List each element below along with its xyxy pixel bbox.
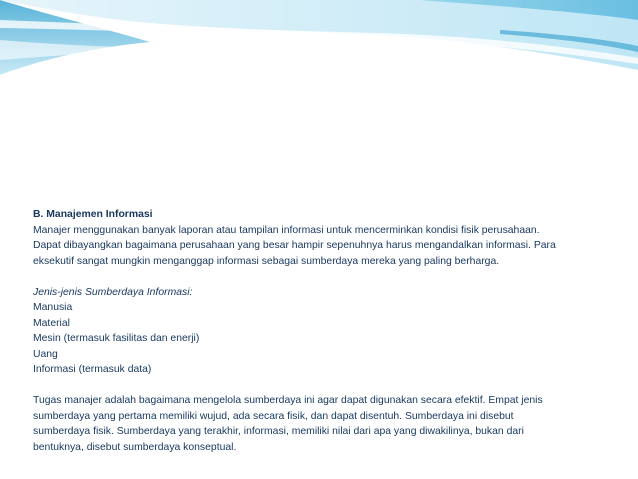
closing-line: sumberdaya yang pertama memiliki wujud, ada secara fisik, dan dapat disentuh. Sumberdaya ini disebut xyxy=(33,410,514,422)
intro-line: Manajer menggunakan banyak laporan atau tampilan informasi untuk mencerminkan kondisi fisik perusahaan. xyxy=(33,224,540,236)
intro-line: Dapat dibayangkan bagaimana perusahaan yang besar hampir sepenuhnya harus mengandalkan informasi. Para xyxy=(33,240,556,251)
closing-line: sumberdaya fisik. Sumberdaya yang terakhir, informasi, memiliki nilai dari apa yang diwakilinya, bukan dari xyxy=(33,426,524,437)
closing-line: bentuknya, disebut sumberdaya konseptual. xyxy=(33,441,237,453)
section-title: B. Manajemen Informasi xyxy=(33,209,153,220)
resource-item: Mesin (termasuk fasilitas dan enerji) xyxy=(33,333,200,344)
resource-list xyxy=(33,300,623,378)
header-wave-decoration xyxy=(0,0,638,120)
resource-item: Informasi (termasuk data) xyxy=(33,364,152,375)
slide-body xyxy=(33,207,623,455)
resource-item: Uang xyxy=(33,348,58,360)
spacer xyxy=(33,378,623,394)
intro-line: eksekutif sangat mungkin menganggap informasi sebagai sumberdaya mereka yang paling berharga. xyxy=(33,255,500,267)
resource-item: Material xyxy=(33,317,70,329)
spacer xyxy=(33,269,623,285)
resources-heading: Jenis-jenis Sumberdaya Informasi: xyxy=(33,286,193,298)
resource-item: Manusia xyxy=(33,302,73,313)
closing-line: Tugas manajer adalah bagaimana mengelola sumberdaya ini agar dapat digunakan secara efektif. Empat jenis xyxy=(33,395,543,406)
